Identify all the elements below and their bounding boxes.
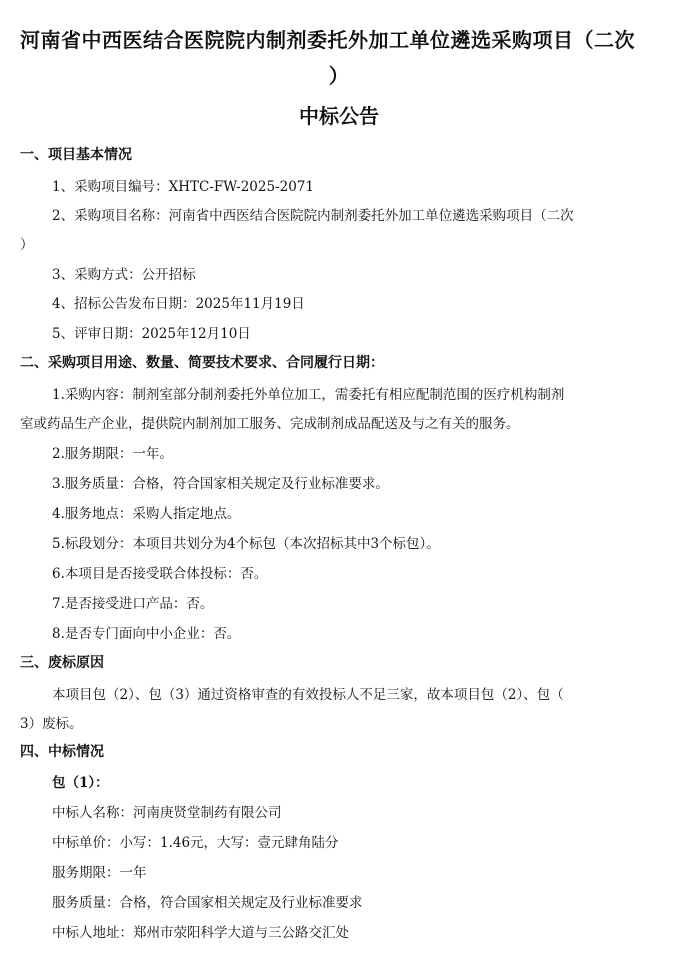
project-name: 2、采购项目名称：河南省中西医结合医院院内制剂委托外加工单位遴选采购项目（二次	[52, 208, 574, 224]
winner-address: 中标人地址：郑州市荥阳科学大道与三公路交汇处	[52, 925, 349, 941]
title-line-2: ）	[328, 64, 350, 88]
imported-products: 7.是否接受进口产品：否。	[52, 596, 214, 612]
project-number: 1、采购项目编号：XHTC-FW-2025-2071	[52, 179, 314, 195]
winner-name: 中标人名称：河南庚贤堂制药有限公司	[52, 805, 282, 821]
sme-only: 8.是否专门面向中小企业：否。	[52, 626, 241, 642]
section-4-heading: 四、中标情况	[20, 744, 104, 760]
section-2-heading: 二、采购项目用途、数量、简要技术要求、合同履行日期：	[20, 355, 384, 371]
winner-service-period: 服务期限：一年	[52, 865, 147, 881]
winning-unit-price: 中标单价：小写：1.46元，大写：壹元肆角陆分	[52, 835, 339, 851]
section-3-heading: 三、废标原因	[20, 655, 104, 671]
service-quality: 3.服务质量：合格，符合国家相关规定及行业标准要求。	[52, 476, 389, 492]
failure-reason-cont: 3）废标。	[20, 716, 83, 732]
service-period: 2.服务期限：一年。	[52, 446, 173, 462]
procurement-method: 3、采购方式：公开招标	[52, 267, 196, 283]
failure-reason: 本项目包（2）、包（3）通过资格审查的有效投标人不足三家，故本项目包（2）、包（	[52, 687, 564, 703]
document-subtitle: 中标公告	[299, 104, 379, 128]
document-title	[20, 22, 658, 94]
package-1-label: 包（1）：	[52, 775, 109, 791]
title-line-1: 河南省中西医结合医院院内制剂委托外加工单位遴选采购项目（二次	[20, 28, 635, 52]
consortium-bidding: 6.本项目是否接受联合体投标：否。	[52, 566, 268, 582]
winner-service-quality: 服务质量：合格，符合国家相关规定及行业标准要求	[52, 895, 363, 911]
project-name-cont: ）	[20, 237, 34, 253]
announcement-date: 4、招标公告发布日期：2025年11月19日	[52, 296, 305, 312]
procurement-content-cont: 室或药品生产企业，提供院内制剂加工服务、完成制剂成品配送及与之有关的服务。	[20, 416, 520, 432]
service-location: 4.服务地点：采购人指定地点。	[52, 506, 241, 522]
lot-division: 5.标段划分：本项目共划分为4个标包（本次招标其中3个标包）。	[52, 536, 440, 552]
procurement-content: 1.采购内容：制剂室部分制剂委托外单位加工，需委托有相应配制范围的医疗机构制剂	[52, 387, 565, 403]
section-1-heading: 一、项目基本情况	[20, 147, 132, 163]
review-date: 5、评审日期：2025年12月10日	[52, 326, 251, 342]
